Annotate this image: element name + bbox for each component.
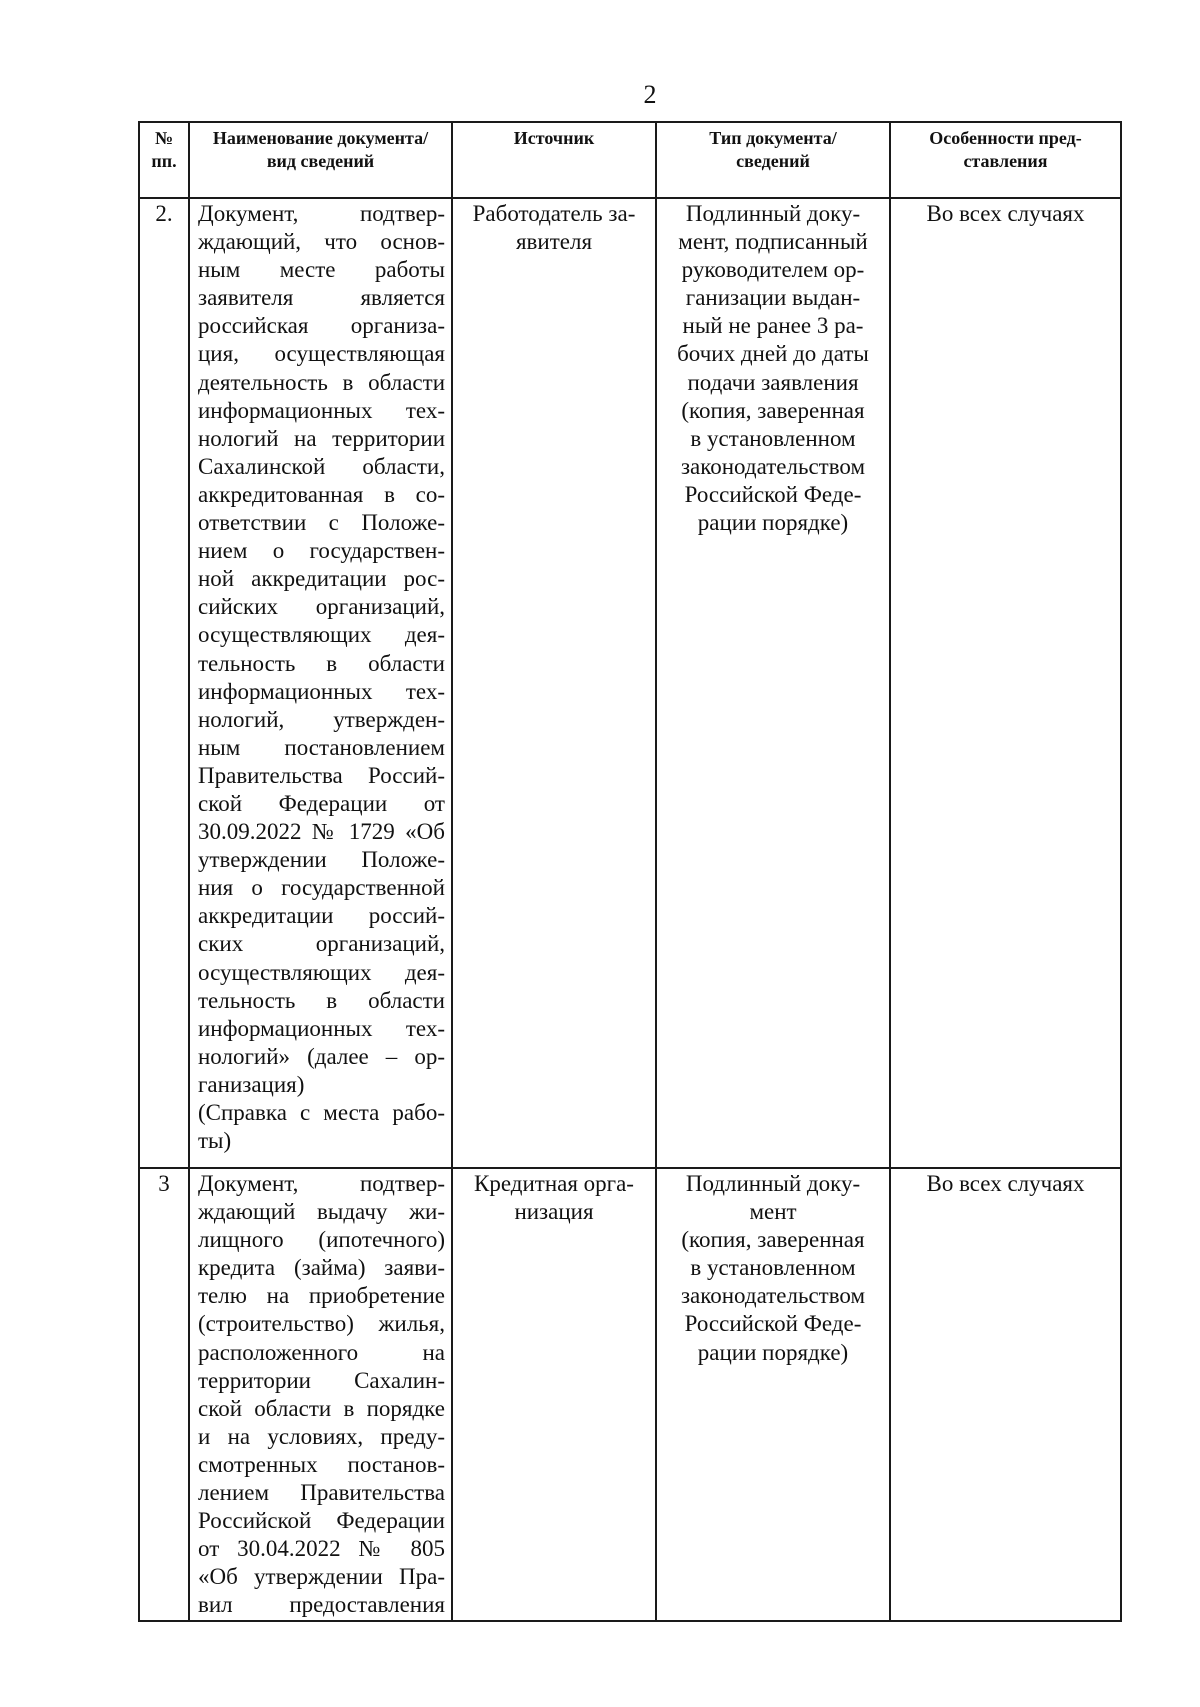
cell-line: Правительства Россий-: [198, 762, 445, 788]
cell-line: Работодатель за-: [472, 201, 636, 226]
table-row: [139, 1168, 1121, 1621]
header-type: [656, 122, 890, 198]
cell-line: законодательством: [680, 453, 866, 479]
cell-line: Подлинный доку-: [685, 1171, 861, 1196]
header-num: [139, 122, 189, 198]
table-header-row: [139, 122, 1121, 198]
cell-line: кредита (займа) заяви-: [198, 1255, 445, 1281]
cell-line: Наименование документа/: [212, 128, 429, 148]
cell-line: 3: [158, 1171, 170, 1196]
cell-line: утверждении Положе-: [198, 847, 445, 873]
cell-line: от 30.04.2022 № 805: [198, 1536, 445, 1562]
cell-line: нологий» (далее – ор-: [198, 1043, 445, 1069]
cell-line: нологий на территории: [198, 425, 445, 451]
cell-line: явителя: [515, 229, 593, 255]
cell-line: 2.: [155, 201, 173, 226]
document-type: [656, 198, 890, 1168]
cell-line: вид сведений: [266, 151, 375, 171]
row-number: [139, 198, 189, 1168]
document-type: [656, 1168, 890, 1621]
cell-line: информационных тех-: [198, 1015, 445, 1041]
cell-line: низация: [514, 1199, 594, 1225]
cell-line: (копия, заверенная: [681, 397, 865, 423]
cell-line: рации порядке): [697, 1339, 849, 1365]
cell-line: аккредитации россий-: [198, 903, 445, 929]
cell-line: ной аккредитации рос-: [198, 566, 445, 592]
header-name: [189, 122, 452, 198]
header-features: [890, 122, 1121, 198]
document-name: [189, 198, 452, 1168]
document-features: [890, 1168, 1121, 1621]
cell-line: лением Правительства: [198, 1480, 445, 1506]
cell-line: Во всех случаях: [926, 1171, 1085, 1196]
cell-line: ских организаций,: [198, 931, 445, 957]
row-number: [139, 1168, 189, 1621]
cell-line: Кредитная орга-: [474, 1171, 634, 1196]
cell-line: телю на приобретение: [198, 1283, 445, 1309]
header-source: [452, 122, 656, 198]
cell-line: (копия, заверенная: [681, 1227, 865, 1253]
cell-line: законодательством: [680, 1283, 866, 1309]
documents-table: [138, 121, 1122, 1622]
cell-line: мент, подписанный: [678, 229, 868, 255]
cell-line: 30.09.2022 № 1729 «Об: [198, 819, 445, 845]
cell-line: ждающий выдачу жи-: [198, 1199, 445, 1225]
cell-line: ждающий, что основ-: [198, 229, 445, 255]
document-source: [452, 198, 656, 1168]
cell-line: нием о государствен-: [198, 538, 445, 564]
cell-line: заявителя является: [198, 285, 445, 311]
cell-line: в установленном: [690, 1255, 856, 1281]
cell-line: осуществляющих дея-: [198, 622, 445, 648]
document-features: [890, 198, 1121, 1168]
cell-line: Подлинный доку-: [685, 201, 861, 226]
cell-line: пп.: [151, 151, 177, 171]
cell-line: сведений: [736, 151, 810, 171]
cell-line: ганизации выдан-: [685, 285, 861, 311]
cell-line: Российской Феде-: [684, 481, 862, 507]
cell-line: ния о государственной: [198, 875, 445, 901]
cell-line: ный не ранее 3 ра-: [682, 313, 864, 339]
cell-line: рации порядке): [697, 510, 849, 536]
cell-line: вил предоставления: [198, 1592, 445, 1618]
document-name: [189, 1168, 452, 1621]
document-source: [452, 1168, 656, 1621]
cell-line: ным месте работы: [198, 257, 445, 283]
cell-line: осуществляющих дея-: [198, 959, 445, 985]
cell-line: деятельность в области: [198, 369, 445, 395]
cell-line: подачи заявления: [687, 369, 859, 395]
cell-line: Документ, подтвер-: [198, 201, 445, 226]
cell-line: и на условиях, преду-: [198, 1423, 445, 1449]
table-row: [139, 198, 1121, 1168]
cell-line: Источник: [513, 128, 595, 148]
cell-line: ставления: [963, 151, 1048, 171]
cell-line: аккредитованная в со-: [198, 481, 445, 507]
cell-line: (строительство) жилья,: [198, 1311, 445, 1337]
cell-line: бочих дней до даты: [677, 341, 869, 367]
cell-line: тельность в области: [198, 650, 445, 676]
cell-line: ответствии с Положе-: [198, 510, 445, 536]
cell-line: Документ, подтвер-: [198, 1171, 445, 1196]
cell-line: в установленном: [690, 425, 856, 451]
cell-line: смотренных постанов-: [198, 1451, 445, 1477]
cell-line: нологий, утвержден-: [198, 706, 445, 732]
cell-line: «Об утверждении Пра-: [198, 1564, 445, 1590]
cell-line: №: [154, 128, 174, 148]
cell-line: Российской Федерации: [198, 1508, 445, 1534]
cell-line: руководителем ор-: [681, 257, 865, 283]
page-number: 2: [643, 80, 657, 109]
cell-line: территории Сахалин-: [198, 1367, 445, 1393]
cell-line: сийских организаций,: [198, 594, 445, 620]
cell-line: тельность в области: [198, 987, 445, 1013]
cell-line: (Справка с места рабо-: [198, 1100, 445, 1125]
cell-line: ской Федерации от: [198, 790, 445, 816]
cell-line: российская организа-: [198, 313, 445, 339]
cell-line: Тип документа/: [709, 128, 837, 148]
cell-line: ты): [198, 1128, 232, 1154]
cell-line: Особенности пред-: [929, 128, 1082, 148]
cell-line: Российской Феде-: [684, 1311, 862, 1337]
cell-line: информационных тех-: [198, 397, 445, 423]
cell-line: ганизация): [198, 1071, 305, 1097]
cell-line: расположенного на: [198, 1339, 445, 1365]
cell-line: информационных тех-: [198, 678, 445, 704]
cell-line: Во всех случаях: [926, 201, 1085, 226]
cell-line: Сахалинской области,: [198, 453, 445, 479]
cell-line: ской области в порядке: [198, 1395, 445, 1421]
cell-line: мент: [749, 1199, 797, 1225]
cell-line: лищного (ипотечного): [198, 1227, 445, 1253]
cell-line: ция, осуществляющая: [198, 341, 445, 367]
cell-line: ным постановлением: [198, 734, 445, 760]
